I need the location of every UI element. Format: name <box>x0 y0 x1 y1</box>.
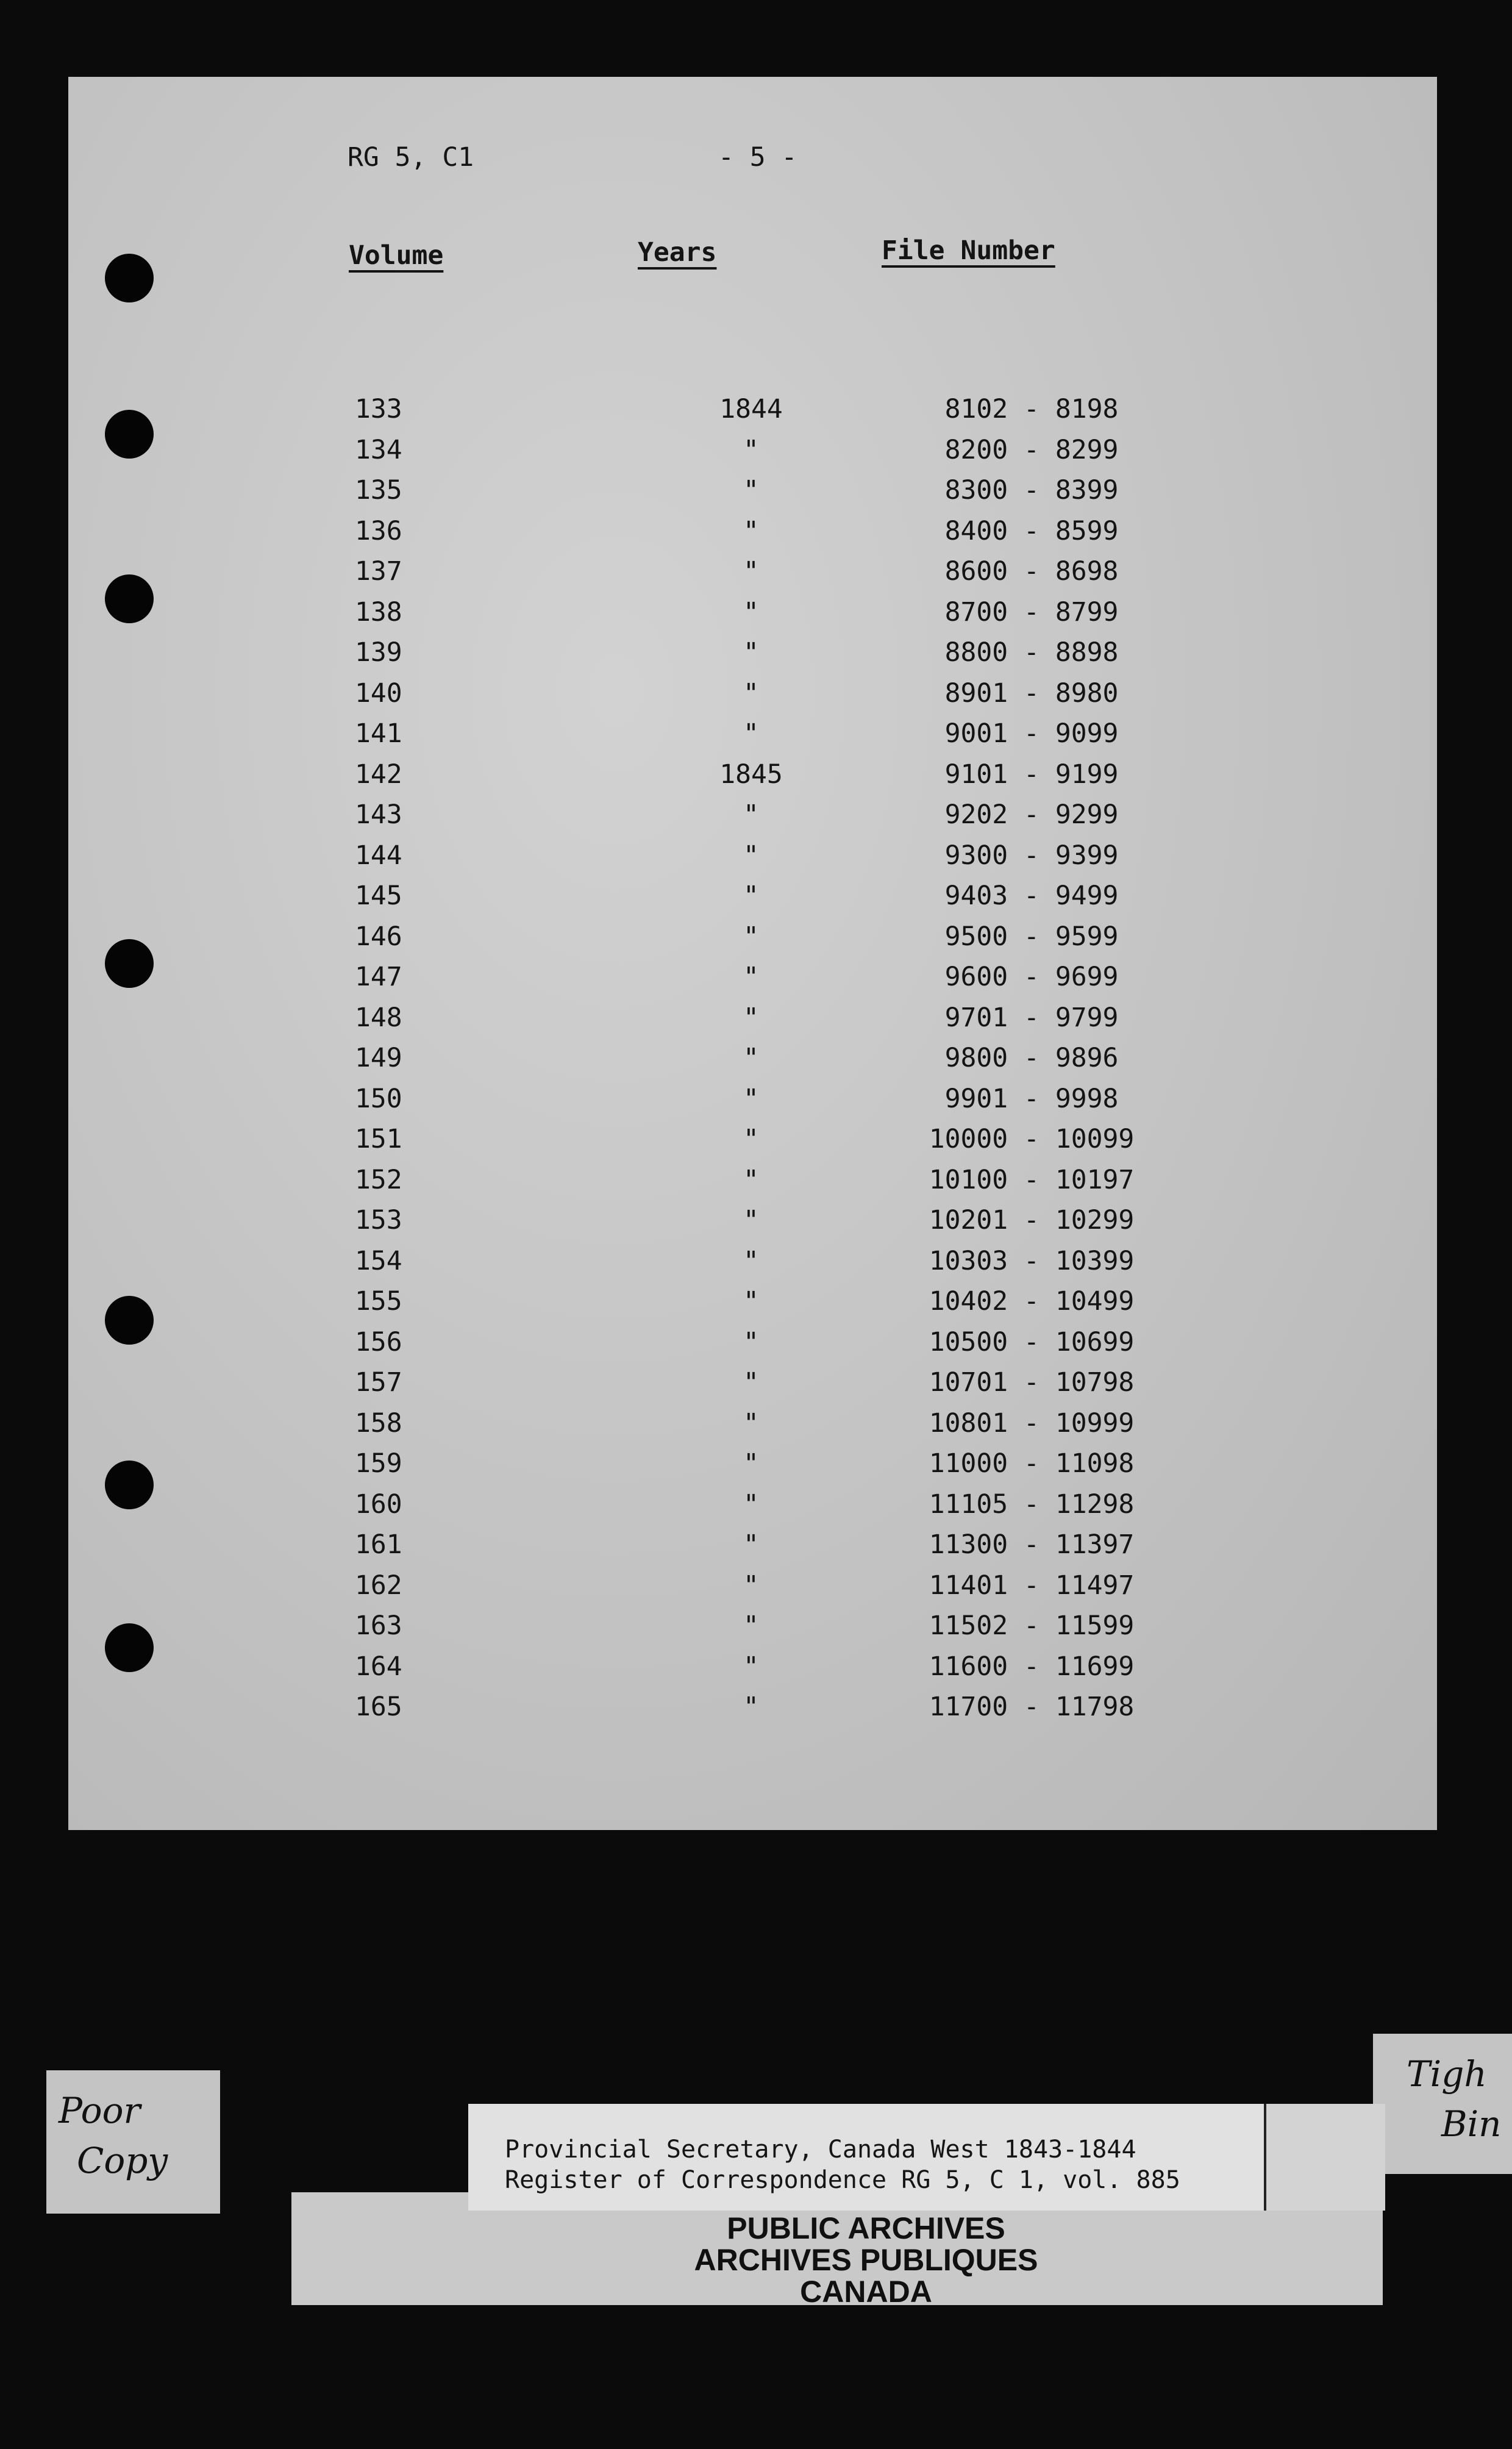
file-number-cell: 11300 - 11397 <box>929 1529 1135 1560</box>
stamp-line: ARCHIVES PUBLIQUES <box>694 2243 1038 2277</box>
table-row <box>68 718 1437 759</box>
volume-cell: 157 <box>355 1367 402 1398</box>
year-cell: " <box>743 1326 759 1357</box>
file-number-cell: 9101 - 9199 <box>944 759 1119 790</box>
stamp-line: CANADA <box>800 2275 932 2309</box>
volume-cell: 144 <box>355 840 402 871</box>
file-number-cell: 11700 - 11798 <box>929 1692 1135 1722</box>
series-reference: RG 5, C1 <box>348 142 474 173</box>
volume-cell: 161 <box>355 1529 402 1560</box>
label-line-2: Register of Correspondence RG 5, C 1, vol. 885 <box>505 2166 1180 2194</box>
volume-cell: 156 <box>355 1326 402 1357</box>
volume-cell: 142 <box>355 759 402 790</box>
file-number-cell: 9300 - 9399 <box>944 840 1119 871</box>
year-cell: " <box>743 596 759 627</box>
year-cell: " <box>743 1002 759 1033</box>
year-cell: " <box>743 799 759 830</box>
table-row <box>68 1124 1437 1164</box>
volume-cell: 164 <box>355 1651 402 1682</box>
year-cell: " <box>743 1570 759 1601</box>
volume-cell: 163 <box>355 1611 402 1641</box>
table-row <box>68 556 1437 596</box>
table-row <box>68 1043 1437 1083</box>
year-cell: " <box>743 962 759 992</box>
volume-cell: 160 <box>355 1489 402 1520</box>
year-cell: " <box>743 1692 759 1722</box>
table-row <box>68 637 1437 677</box>
year-cell: " <box>743 881 759 911</box>
year-cell: " <box>743 1448 759 1479</box>
file-number-cell: 10701 - 10798 <box>929 1367 1135 1398</box>
file-number-cell: 11401 - 11497 <box>929 1570 1135 1601</box>
year-cell: " <box>743 1043 759 1073</box>
file-number-cell: 9901 - 9998 <box>944 1083 1119 1114</box>
table-row <box>68 1529 1437 1570</box>
year-cell: " <box>743 840 759 871</box>
table-row <box>68 1003 1437 1043</box>
volume-cell: 139 <box>355 637 402 668</box>
year-cell: " <box>743 1164 759 1195</box>
year-cell: " <box>743 1407 759 1439</box>
volume-cell: 158 <box>355 1407 402 1439</box>
year-cell: " <box>743 475 759 506</box>
file-number-cell: 8700 - 8799 <box>944 596 1119 627</box>
volume-cell: 162 <box>355 1570 402 1601</box>
volume-cell: 149 <box>355 1043 402 1073</box>
year-cell: " <box>743 1651 759 1682</box>
label-notch <box>291 2107 468 2192</box>
year-cell: " <box>743 1529 759 1560</box>
year-cell: " <box>743 677 759 709</box>
file-number-cell: 11105 - 11298 <box>929 1489 1135 1520</box>
file-number-cell: 8300 - 8399 <box>944 475 1119 506</box>
year-cell: " <box>743 637 759 668</box>
stamp-line: PUBLIC ARCHIVES <box>727 2211 1005 2245</box>
table-row <box>68 1651 1437 1692</box>
file-number-cell: 9500 - 9599 <box>944 921 1119 952</box>
volume-cell: 154 <box>355 1245 402 1276</box>
binder-hole <box>105 410 154 459</box>
year-cell: 1844 <box>719 394 783 424</box>
volume-cell: 134 <box>355 434 402 465</box>
volume-cell: 148 <box>355 1002 402 1033</box>
table-row <box>68 1165 1437 1205</box>
year-cell: " <box>743 1205 759 1235</box>
note-line: Poor <box>59 2090 141 2131</box>
volume-cell: 141 <box>355 718 402 749</box>
table-row <box>68 394 1437 434</box>
table-row <box>68 1327 1437 1367</box>
note-line: Tigh <box>1407 2053 1487 2095</box>
note-line: Copy <box>77 2140 168 2181</box>
archive-label-card <box>468 2104 1264 2211</box>
volume-cell: 138 <box>355 596 402 627</box>
column-header-file-number: File Number <box>882 235 1055 266</box>
file-number-cell: 11000 - 11098 <box>929 1448 1135 1479</box>
volume-cell: 155 <box>355 1286 402 1317</box>
file-number-cell: 8400 - 8599 <box>944 515 1119 546</box>
public-archives-stamp <box>468 2212 1264 2308</box>
binder-hole <box>105 574 154 623</box>
file-number-cell: 9001 - 9099 <box>944 718 1119 749</box>
year-cell: " <box>743 515 759 546</box>
file-number-cell: 11600 - 11699 <box>929 1651 1135 1682</box>
table-row <box>68 435 1437 475</box>
table-row <box>68 881 1437 921</box>
table-row <box>68 597 1437 637</box>
binder-hole <box>105 1623 154 1672</box>
binder-hole <box>105 254 154 302</box>
volume-cell: 147 <box>355 962 402 992</box>
label-line-1: Provincial Secretary, Canada West 1843-1844 <box>505 2136 1136 2164</box>
table-row <box>68 1692 1437 1732</box>
table-row <box>68 962 1437 1002</box>
table-row <box>68 759 1437 799</box>
volume-cell: 152 <box>355 1164 402 1195</box>
file-number-cell: 10100 - 10197 <box>929 1164 1135 1195</box>
file-number-cell: 11502 - 11599 <box>929 1611 1135 1641</box>
poor-copy-note <box>46 2070 220 2214</box>
binder-hole <box>105 1296 154 1345</box>
file-number-cell: 10303 - 10399 <box>929 1245 1135 1276</box>
year-cell: " <box>743 1611 759 1641</box>
volume-cell: 135 <box>355 475 402 506</box>
file-number-cell: 10000 - 10099 <box>929 1124 1135 1154</box>
binder-hole <box>105 939 154 988</box>
year-cell: " <box>743 1083 759 1114</box>
year-cell: " <box>743 718 759 749</box>
column-header-volume: Volume <box>349 240 444 271</box>
year-cell: " <box>743 921 759 952</box>
year-cell: " <box>743 434 759 465</box>
table-row <box>68 1611 1437 1651</box>
table-row <box>68 840 1437 881</box>
volume-cell: 150 <box>355 1083 402 1114</box>
table-row <box>68 1246 1437 1286</box>
table-row <box>68 921 1437 962</box>
volume-cell: 165 <box>355 1692 402 1722</box>
volume-cell: 153 <box>355 1205 402 1235</box>
tight-binding-note <box>1373 2034 1512 2174</box>
volume-cell: 137 <box>355 556 402 587</box>
table-row <box>68 678 1437 718</box>
year-cell: " <box>743 556 759 587</box>
table-row <box>68 1570 1437 1611</box>
volume-cell: 140 <box>355 677 402 709</box>
table-row <box>68 1205 1437 1245</box>
file-number-cell: 8901 - 8980 <box>944 677 1119 709</box>
file-number-cell: 8600 - 8698 <box>944 556 1119 587</box>
year-cell: " <box>743 1286 759 1317</box>
file-number-cell: 9800 - 9896 <box>944 1043 1119 1073</box>
label-tab <box>1264 2104 1385 2211</box>
ledger-page <box>68 77 1437 1830</box>
volume-cell: 143 <box>355 799 402 830</box>
file-number-cell: 9202 - 9299 <box>944 799 1119 830</box>
table-row <box>68 799 1437 840</box>
file-number-cell: 9403 - 9499 <box>944 881 1119 911</box>
volume-cell: 151 <box>355 1124 402 1154</box>
volume-cell: 136 <box>355 515 402 546</box>
file-number-cell: 9701 - 9799 <box>944 1002 1119 1033</box>
year-cell: " <box>743 1489 759 1520</box>
volume-cell: 159 <box>355 1448 402 1479</box>
file-number-cell: 10402 - 10499 <box>929 1286 1135 1317</box>
file-number-cell: 10500 - 10699 <box>929 1326 1135 1357</box>
note-line: Bin <box>1441 2103 1502 2145</box>
file-number-cell: 9600 - 9699 <box>944 962 1119 992</box>
table-row <box>68 1489 1437 1529</box>
table-row <box>68 1367 1437 1407</box>
volume-cell: 145 <box>355 881 402 911</box>
file-number-cell: 8800 - 8898 <box>944 637 1119 668</box>
file-number-cell: 10801 - 10999 <box>929 1407 1135 1439</box>
file-number-cell: 10201 - 10299 <box>929 1205 1135 1235</box>
table-row <box>68 1448 1437 1489</box>
table-row <box>68 1084 1437 1124</box>
table-row <box>68 1286 1437 1326</box>
year-cell: 1845 <box>719 759 783 790</box>
year-cell: " <box>743 1367 759 1398</box>
year-cell: " <box>743 1245 759 1276</box>
table-row <box>68 475 1437 515</box>
volume-cell: 133 <box>355 394 402 424</box>
table-row <box>68 1408 1437 1448</box>
page-number: - 5 - <box>718 142 797 173</box>
column-header-years: Years <box>638 237 717 268</box>
file-number-cell: 8200 - 8299 <box>944 434 1119 465</box>
volume-cell: 146 <box>355 921 402 952</box>
file-number-cell: 8102 - 8198 <box>944 394 1119 424</box>
year-cell: " <box>743 1124 759 1154</box>
table-row <box>68 516 1437 556</box>
binder-hole <box>105 1460 154 1509</box>
